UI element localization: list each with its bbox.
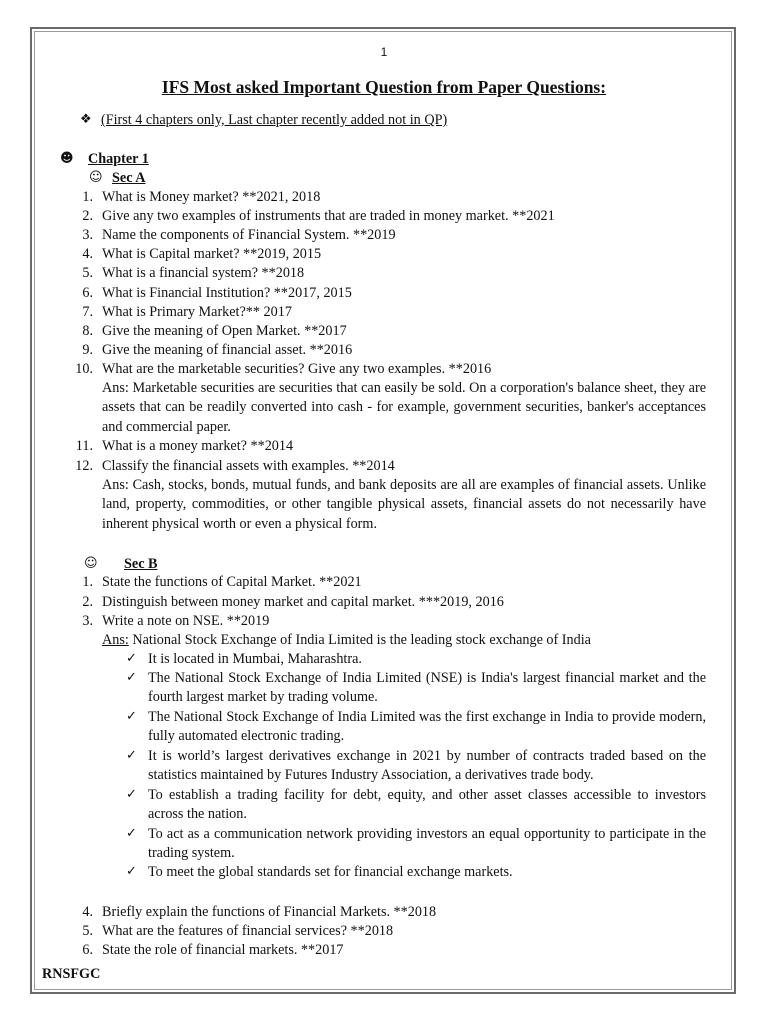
nse-point: It is world’s largest derivatives exchange in 2021 by number of contracts traded based on the statistics maintained by Futures Industry Association, a derivatives trade body. (148, 748, 706, 784)
nse-point: To act as a communication network providing investors an equal opportunity to participate in the trading system. (148, 826, 706, 862)
nse-point: To meet the global standards set for financial exchange markets. (148, 864, 513, 880)
page-number: 1 (380, 45, 388, 59)
question-number: 4. (82, 904, 93, 920)
question-number: 12. (75, 458, 93, 474)
check-icon: ✓ (126, 864, 137, 879)
question-text: Distinguish between money market and capital market. ***2019, 2016 (102, 594, 504, 610)
page-title: IFS Most asked Important Question from Paper Questions: (161, 77, 607, 97)
question-text: What is a financial system? **2018 (102, 265, 305, 281)
question-text: State the functions of Capital Market. **2021 (102, 574, 362, 590)
answer-text: National Stock Exchange of India Limited is the leading stock exchange of India (128, 632, 591, 648)
nse-point: To establish a trading facility for debt, equity, and other asset classes accessible to investors across the nation. (148, 787, 706, 823)
smiley-bullet-icon: ☺ (89, 170, 103, 185)
answer-label: Ans: (102, 632, 129, 648)
answer-paragraph: Ans: Marketable securities are securities that can easily be sold. On a corporation's balance sheet, they are assets that can be readily converted into cash - for example, government securities, banker's acceptances and commercial paper. (102, 380, 706, 435)
section-a-heading: Sec A (112, 170, 146, 186)
check-icon: ✓ (126, 787, 137, 802)
question-text: Name the components of Financial System. **2019 (102, 227, 396, 243)
check-icon: ✓ (126, 826, 137, 841)
question-text: What is Financial Institution? **2017, 2015 (102, 285, 352, 301)
question-number: 6. (82, 942, 93, 958)
check-icon: ✓ (126, 748, 137, 763)
question-text: Briefly explain the functions of Financial Markets. **2018 (102, 904, 437, 920)
footer-label: RNSFGC (42, 966, 101, 982)
nse-point: The National Stock Exchange of India Limited was the first exchange in India to provide modern, fully automated electronic trading. (148, 709, 706, 745)
question-text: What are the marketable securities? Give any two examples. **2016 (102, 361, 492, 377)
question-text: What is Money market? **2021, 2018 (102, 189, 321, 205)
question-number: 5. (82, 923, 93, 939)
question-text: What is Capital market? **2019, 2015 (102, 246, 322, 262)
diamond-bullet-icon: ❖ (80, 112, 92, 127)
question-text: Give the meaning of financial asset. **2016 (102, 342, 353, 358)
question-number: 10. (75, 361, 93, 377)
question-number: 5. (82, 265, 93, 281)
question-text: What are the features of financial services? **2018 (102, 923, 394, 939)
question-number: 3. (82, 613, 93, 629)
question-text: What is a money market? **2014 (102, 438, 294, 454)
question-number: 2. (82, 208, 93, 224)
question-number: 11. (75, 438, 93, 454)
black-smiley-bullet-icon: ☻ (60, 151, 74, 166)
nse-point: The National Stock Exchange of India Limited (NSE) is India's largest financial market and the fourth largest market by trading volume. (148, 670, 706, 706)
question-number: 7. (82, 304, 93, 320)
question-text: What is Primary Market?** 2017 (102, 304, 292, 320)
section-b-heading: Sec B (124, 556, 158, 572)
check-icon: ✓ (126, 670, 137, 685)
check-icon: ✓ (126, 709, 137, 724)
question-text: Give the meaning of Open Market. **2017 (102, 323, 347, 339)
nse-point: It is located in Mumbai, Maharashtra. (148, 651, 362, 667)
question-number: 2. (82, 594, 93, 610)
check-icon: ✓ (126, 651, 137, 666)
question-number: 1. (82, 189, 93, 205)
chapter-heading: Chapter 1 (88, 151, 149, 167)
question-number: 8. (82, 323, 93, 339)
question-number: 3. (82, 227, 93, 243)
question-number: 6. (82, 285, 93, 301)
question-text: State the role of financial markets. **2017 (102, 942, 344, 958)
question-text: Give any two examples of instruments that are traded in money market. **2021 (102, 208, 555, 224)
answer-paragraph: Ans: Cash, stocks, bonds, mutual funds, and bank deposits are all are examples of financial assets. Unlike land, property, commodities, or other tangible physical assets, financial assets do not necessarily have inherent physical worth or even a physical form. (102, 477, 706, 532)
question-number: 1. (82, 574, 93, 590)
note-text: (First 4 chapters only, Last chapter recently added not in QP) (101, 112, 448, 128)
question-number: 9. (82, 342, 93, 358)
question-text: Classify the financial assets with examples. **2014 (102, 458, 395, 474)
smiley-bullet-icon: ☺ (84, 556, 98, 571)
question-text: Write a note on NSE. **2019 (102, 613, 270, 629)
answer-line (102, 631, 591, 649)
question-number: 4. (82, 246, 93, 262)
